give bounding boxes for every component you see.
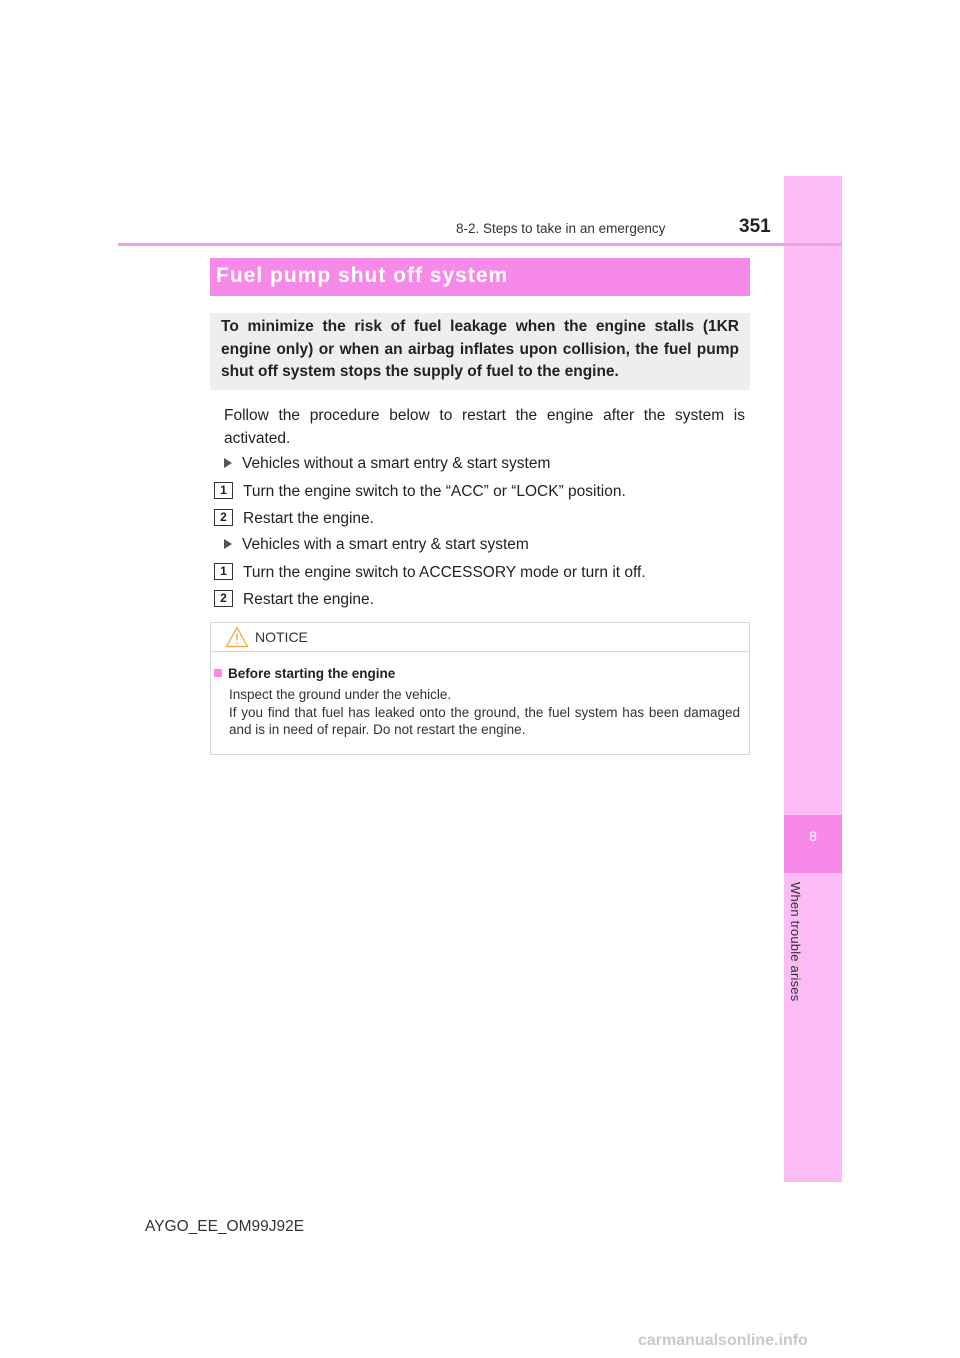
step-number-badge: 2 [214, 509, 233, 526]
chapter-side-tab [784, 176, 842, 1182]
header-section-title: 8-2. Steps to take in an emergency [456, 221, 666, 236]
notice-box [210, 622, 750, 755]
triangle-bullet-icon [224, 458, 232, 468]
step-text: Turn the engine switch to the “ACC” or “LOCK” position. [243, 483, 626, 500]
step-text: Turn the engine switch to ACCESSORY mode or turn it off. [243, 564, 646, 581]
body-paragraph: Follow the procedure below to restart the engine after the system is activated. [224, 407, 745, 447]
step-text: Restart the engine. [243, 591, 374, 608]
step-text: Restart the engine. [243, 510, 374, 527]
step-number-badge: 1 [214, 563, 233, 580]
triangle-bullet-icon [224, 539, 232, 549]
chapter-tab-active [784, 815, 842, 873]
page-number: 351 [739, 216, 771, 237]
notice-body [229, 686, 740, 739]
notice-heading [214, 666, 395, 681]
document-code: AYGO_EE_OM99J92E [145, 1218, 305, 1235]
chapter-title: When trouble arises [788, 882, 803, 1002]
chapter-number: 8 [809, 828, 817, 844]
watermark: carmanualsonline.info [638, 1332, 808, 1349]
step-number-badge: 2 [214, 590, 233, 607]
condition-with-smart-entry [224, 536, 529, 554]
notice-label: NOTICE [255, 629, 308, 645]
condition-without-smart-entry [224, 455, 550, 473]
notice-line: Inspect the ground under the vehicle. [229, 687, 452, 702]
header-rule [118, 243, 842, 246]
notice-heading-text: Before starting the engine [228, 666, 396, 681]
condition-label: Vehicles without a smart entry & start system [242, 455, 551, 472]
condition-label: Vehicles with a smart entry & start system [242, 536, 529, 553]
notice-line: If you find that fuel has leaked onto the ground, the fuel system has been damaged and is in need of repair. Do not restart the engine. [229, 704, 740, 737]
intro-summary: To minimize the risk of fuel leakage when the engine stalls (1KR engine only) or when an airbag inflates upon collision, the fuel pump shut off system stops the supply of fuel to the engine. [210, 313, 750, 390]
notice-header [211, 623, 749, 652]
warning-triangle-icon [225, 626, 249, 653]
square-bullet-icon [214, 669, 222, 677]
section-title: Fuel pump shut off system [210, 258, 750, 296]
step-number-badge: 1 [214, 482, 233, 499]
